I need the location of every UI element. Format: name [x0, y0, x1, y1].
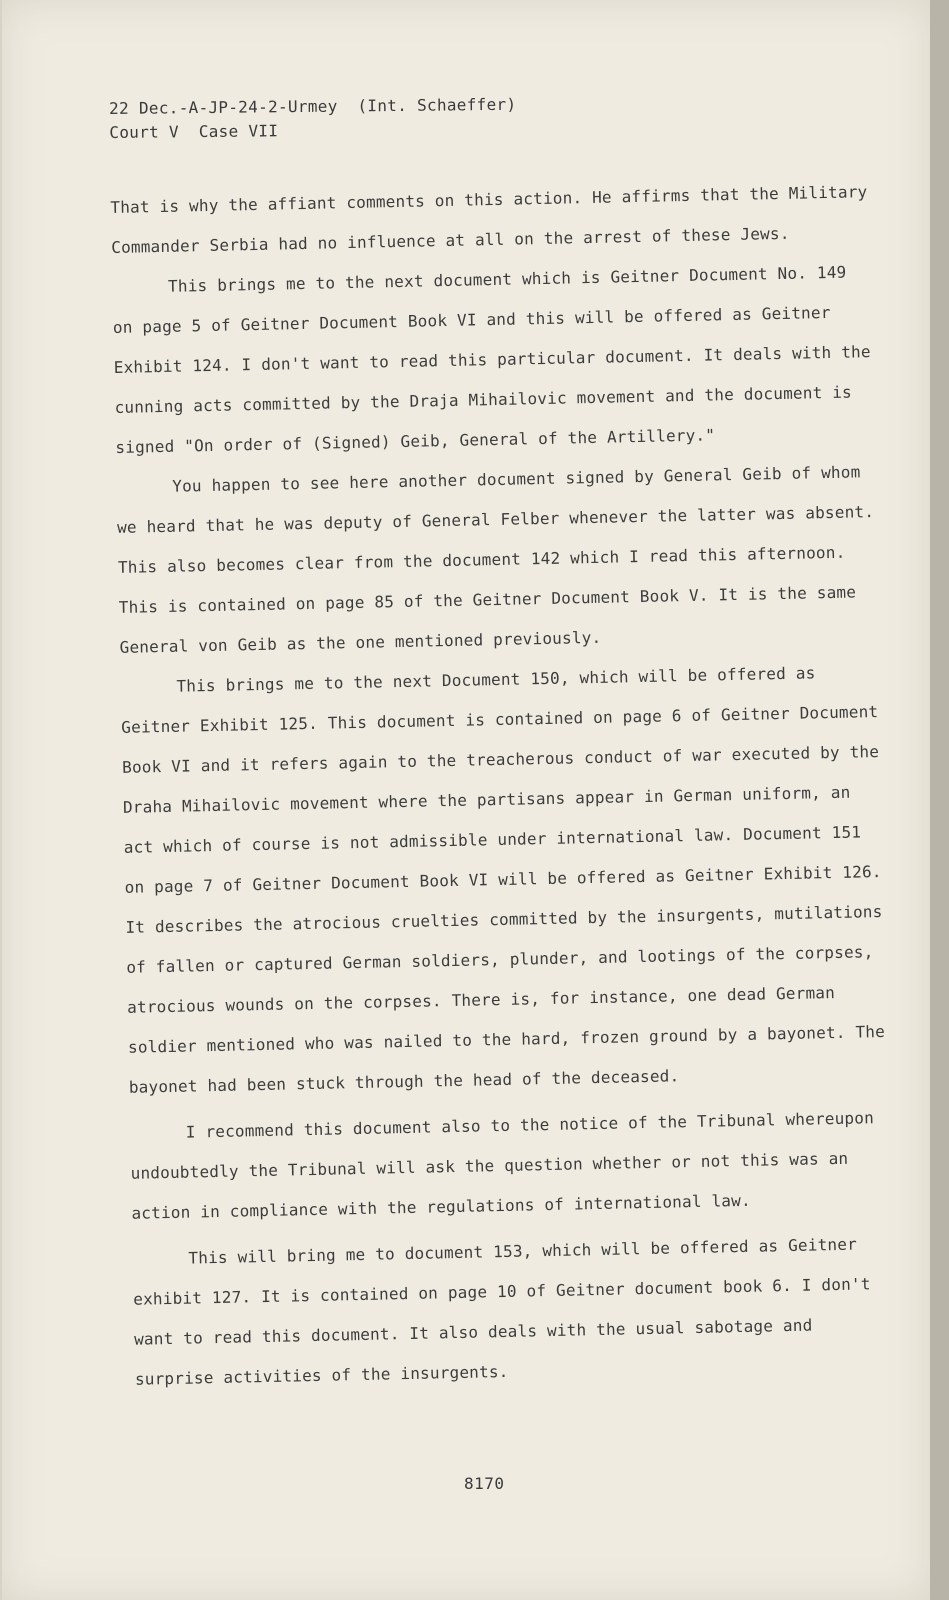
- header-session-line: 22 Dec.-A-JP-24-2-Urmey (Int. Schaeffer): [109, 94, 517, 118]
- page-number: 8170: [464, 1474, 505, 1493]
- paragraph-1: That is why the affiant comments on this action. He affirms that the Military Commander Serbia had no influence at all on the arrest of these Jews.: [110, 182, 868, 257]
- paragraph-3: You happen to see here another document signed by General Geib of whom we heard that he was deputy of General Felber whenever the latter was absent. This also becomes clear from the document 142 which I read this afternoon. This is contained on page 85 of the Geitner Document Book V. It is the same General von Geib as the one mentioned previously.: [116, 462, 875, 657]
- document-page: [2, 0, 930, 1600]
- header-court-line: Court V Case VII: [109, 121, 279, 142]
- paragraph-5: I recommend this document also to the notice of the Tribunal whereupon undoubtedly the Tribunal will ask the question whether or not this was an action in compliance with the regulations of international law.: [130, 1108, 875, 1223]
- transcript-body: [110, 172, 895, 1400]
- paragraph-2: This brings me to the next document which is Geitner Document No. 149 on page 5 of Geitner Document Book VI and this will be offered as Geitner Exhibit 124. I don't want to read this particular document. It deals with the cunning acts committed by the Draja Mihailovic movement and the document is signed "On order of (Signed) Geib, General of the Artillery.": [112, 262, 871, 457]
- page-edge: [930, 0, 949, 1600]
- paragraph-4: This brings me to the next Document 150, which will be offered as Geitner Exhibit 125. This document is contained on page 6 of Geitner Document Book VI and it refers again to the treacherous conduct of war executed by the Draha Mihailovic movement where the partisans appear in German uniform, an act which of course is not admissible under international law. Document 151 on page 7 of Geitner Document Book VI will be offered as Geitner Exhibit 126. It describes the atrocious cruelties committed by the insurgents, mutilations of fallen or captured German soldiers, plunder, and lootings of the corpses, atrocious wounds on the corpses. There is, for instance, one dead German soldier mentioned who was nailed to the hard, frozen ground by a bayonet. The bayonet had been stuck through the head of the deceased.: [121, 663, 886, 1097]
- document-header: [109, 93, 517, 145]
- paragraph-6: This will bring me to document 153, which will be offered as Geitner exhibit 127. It is contained on page 10 of Geitner document book 6. I don't want to read this document. It also deals with the usual sabotage and surprise activities of the insurgents.: [133, 1234, 871, 1389]
